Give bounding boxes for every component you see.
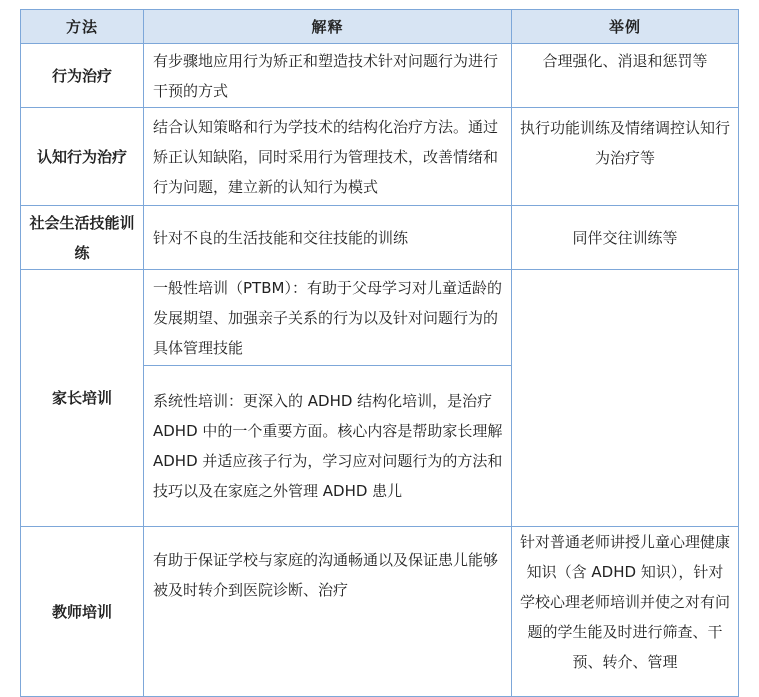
example-cell: 合理强化、消退和惩罚等 [512,44,739,108]
method-cell: 认知行为治疗 [21,108,144,206]
table-row [21,108,739,206]
example-cell: 针对普通老师讲授儿童心理健康知识（含 ADHD 知识），针对学校心理老师培训并使之对有问题的学生能及时进行筛查、干预、转介、管理 [512,527,739,697]
table-header-row [21,10,739,44]
explanation-cell: 有步骤地应用行为矫正和塑造技术针对问题行为进行干预的方式 [144,44,512,108]
method-cell: 行为治疗 [21,44,144,108]
table-row [21,206,739,270]
explanation-cell: 结合认知策略和行为学技术的结构化治疗方法。通过矫正认知缺陷，同时采用行为管理技术，改善情绪和行为问题，建立新的认知行为模式 [144,108,512,206]
example-cell [512,270,739,527]
explanation-cell: 有助于保证学校与家庭的沟通畅通以及保证患儿能够被及时转介到医院诊断、治疗 [144,527,512,697]
header-example: 举例 [512,10,739,44]
adhd-treatment-table [20,9,739,697]
header-explanation: 解释 [144,10,512,44]
method-cell: 社会生活技能训练 [21,206,144,270]
explanation-cell: 一般性培训（PTBM）：有助于父母学习对儿童适龄的发展期望、加强亲子关系的行为以及针对问题行为的具体管理技能 [144,270,512,366]
header-method: 方法 [21,10,144,44]
method-cell: 教师培训 [21,527,144,697]
table-row [21,44,739,108]
explanation-cell: 针对不良的生活技能和交往技能的训练 [144,206,512,270]
example-cell: 同伴交往训练等 [512,206,739,270]
table-row [21,270,739,366]
table-row [21,527,739,697]
explanation-cell: 系统性培训：更深入的 ADHD 结构化培训，是治疗 ADHD 中的一个重要方面。核心内容是帮助家长理解 ADHD 并适应孩子行为，学习应对问题行为的方法和技巧以及在家庭之外管理 ADHD 患儿 [144,366,512,527]
example-cell: 执行功能训练及情绪调控认知行为治疗等 [512,108,739,206]
method-cell: 家长培训 [21,270,144,527]
